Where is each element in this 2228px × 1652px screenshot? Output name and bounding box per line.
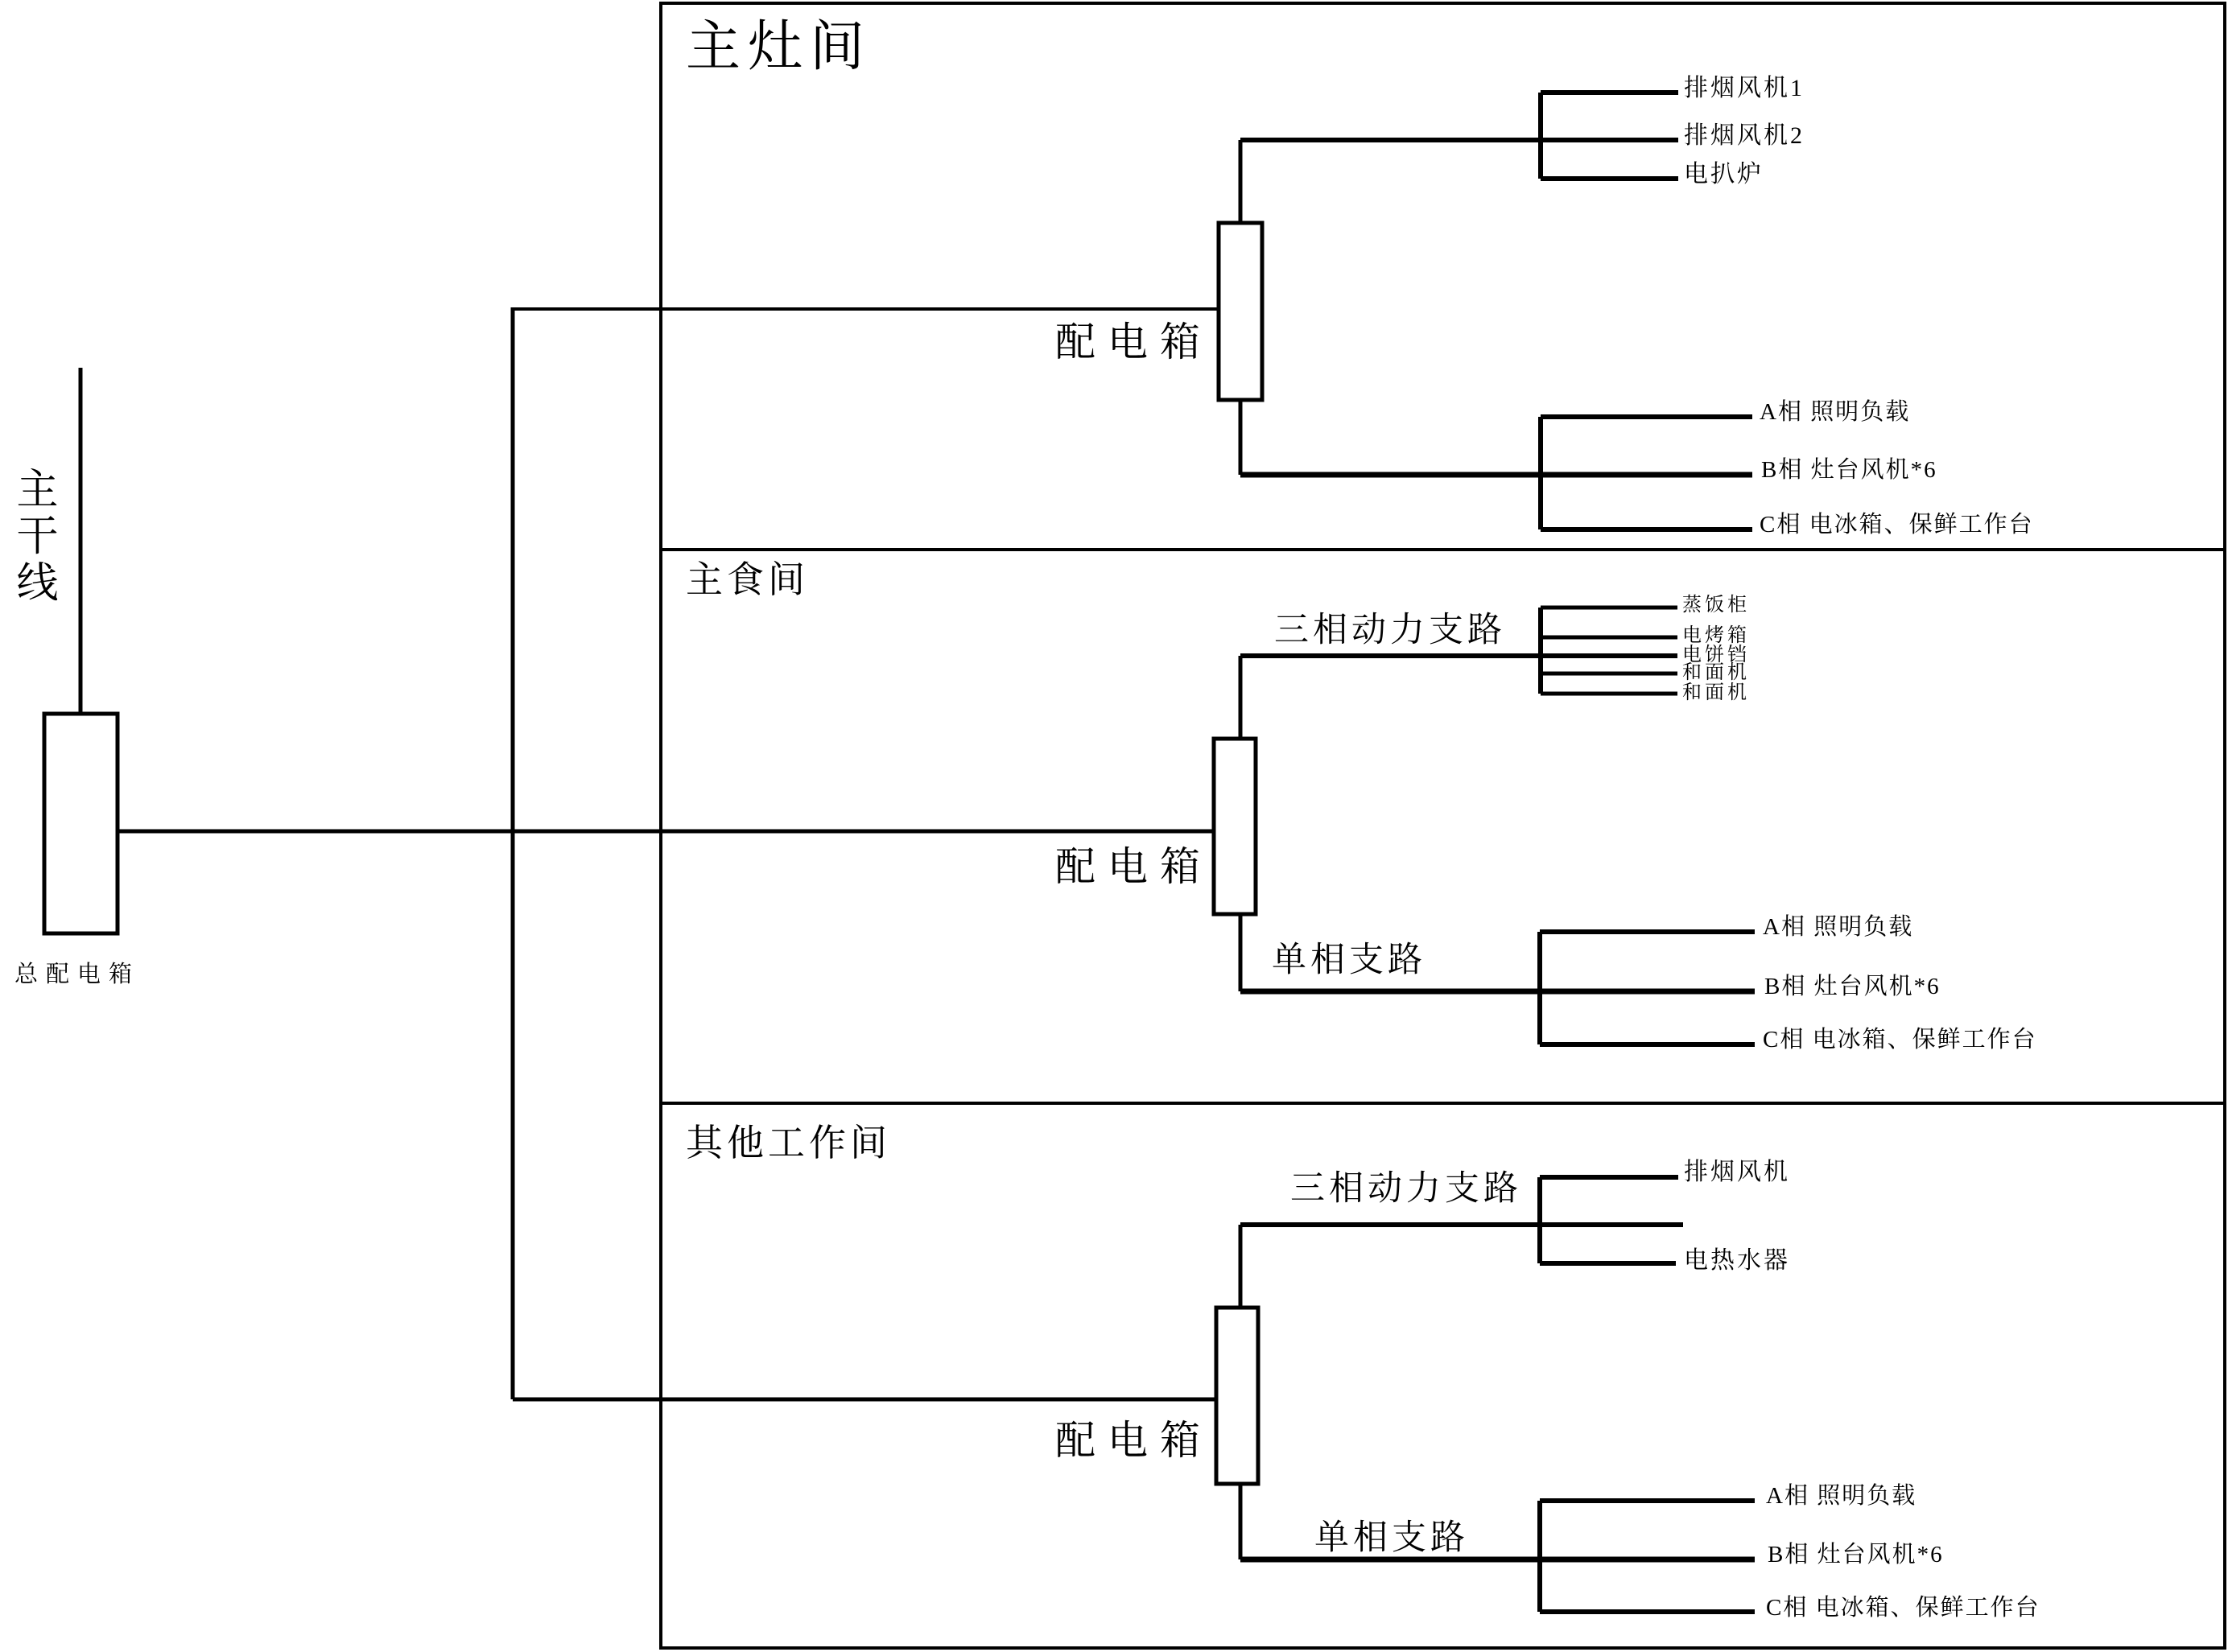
- section2-load-rice-steamer: 蒸饭柜: [1682, 595, 1750, 616]
- main-distribution-box-symbol: [44, 714, 118, 933]
- section2-distribution-box-symbol: [1214, 739, 1256, 914]
- section2-phase-b-label: B相 灶台风机*6: [1764, 974, 1941, 999]
- section1-wiring: [1219, 93, 1752, 529]
- section2-title: 主食间: [686, 559, 809, 600]
- section3-distribution-box-symbol: [1216, 1308, 1258, 1484]
- section1-distribution-box-label: 配电箱: [1055, 319, 1212, 365]
- section2-load-baking-pan: 电饼铛: [1682, 645, 1750, 665]
- section3-single-phase-branch-label: 单相支路: [1314, 1519, 1469, 1557]
- section1-phase-a-label: A相 照明负载: [1760, 399, 1911, 425]
- section2-load-dough-mixer-2: 和面机: [1682, 682, 1750, 703]
- section1-load-electric-griddle: 电扒炉: [1684, 161, 1764, 187]
- section3-distribution-box-label: 配电箱: [1055, 1418, 1212, 1463]
- section2-distribution-box-label: 配电箱: [1055, 844, 1212, 889]
- section2-single-phase-branch-label: 单相支路: [1272, 941, 1426, 979]
- section3-load-water-heater: 电热水器: [1684, 1247, 1790, 1274]
- section3-phase-c-label: C相 电冰箱、保鲜工作台: [1766, 1595, 2040, 1621]
- section3-load-smoke-fan: 排烟风机: [1684, 1159, 1790, 1185]
- section1-load-smoke-fan-2: 排烟风机2: [1684, 122, 1805, 149]
- section1-phase-c-label: C相 电冰箱、保鲜工作台: [1760, 512, 2034, 538]
- section2-three-phase-branch-label: 三相动力支路: [1274, 612, 1506, 649]
- section1-phase-b-label: B相 灶台风机*6: [1761, 457, 1937, 483]
- section2-phase-a-label: A相 照明负载: [1763, 914, 1914, 940]
- section3-title: 其他工作间: [686, 1123, 891, 1164]
- trunk-label: 主干线: [10, 467, 56, 607]
- section3-wiring: [1216, 1177, 1755, 1612]
- section1-distribution-box-symbol: [1219, 223, 1262, 400]
- section2-load-electric-oven: 电烤箱: [1682, 625, 1750, 646]
- section2-phase-c-label: C相 电冰箱、保鲜工作台: [1763, 1027, 2037, 1053]
- section3-phase-a-label: A相 照明负载: [1766, 1483, 1917, 1509]
- section2-load-dough-mixer-1: 和面机: [1682, 662, 1750, 683]
- section1-load-smoke-fan-1: 排烟风机1: [1684, 75, 1805, 101]
- section1-title: 主灶间: [686, 16, 873, 77]
- section3-three-phase-branch-label: 三相动力支路: [1290, 1170, 1522, 1208]
- main-distribution-box-label: 总配电箱: [14, 962, 141, 987]
- section1-frame: [661, 3, 2225, 550]
- section3-phase-b-label: B相 灶台风机*6: [1768, 1542, 1944, 1568]
